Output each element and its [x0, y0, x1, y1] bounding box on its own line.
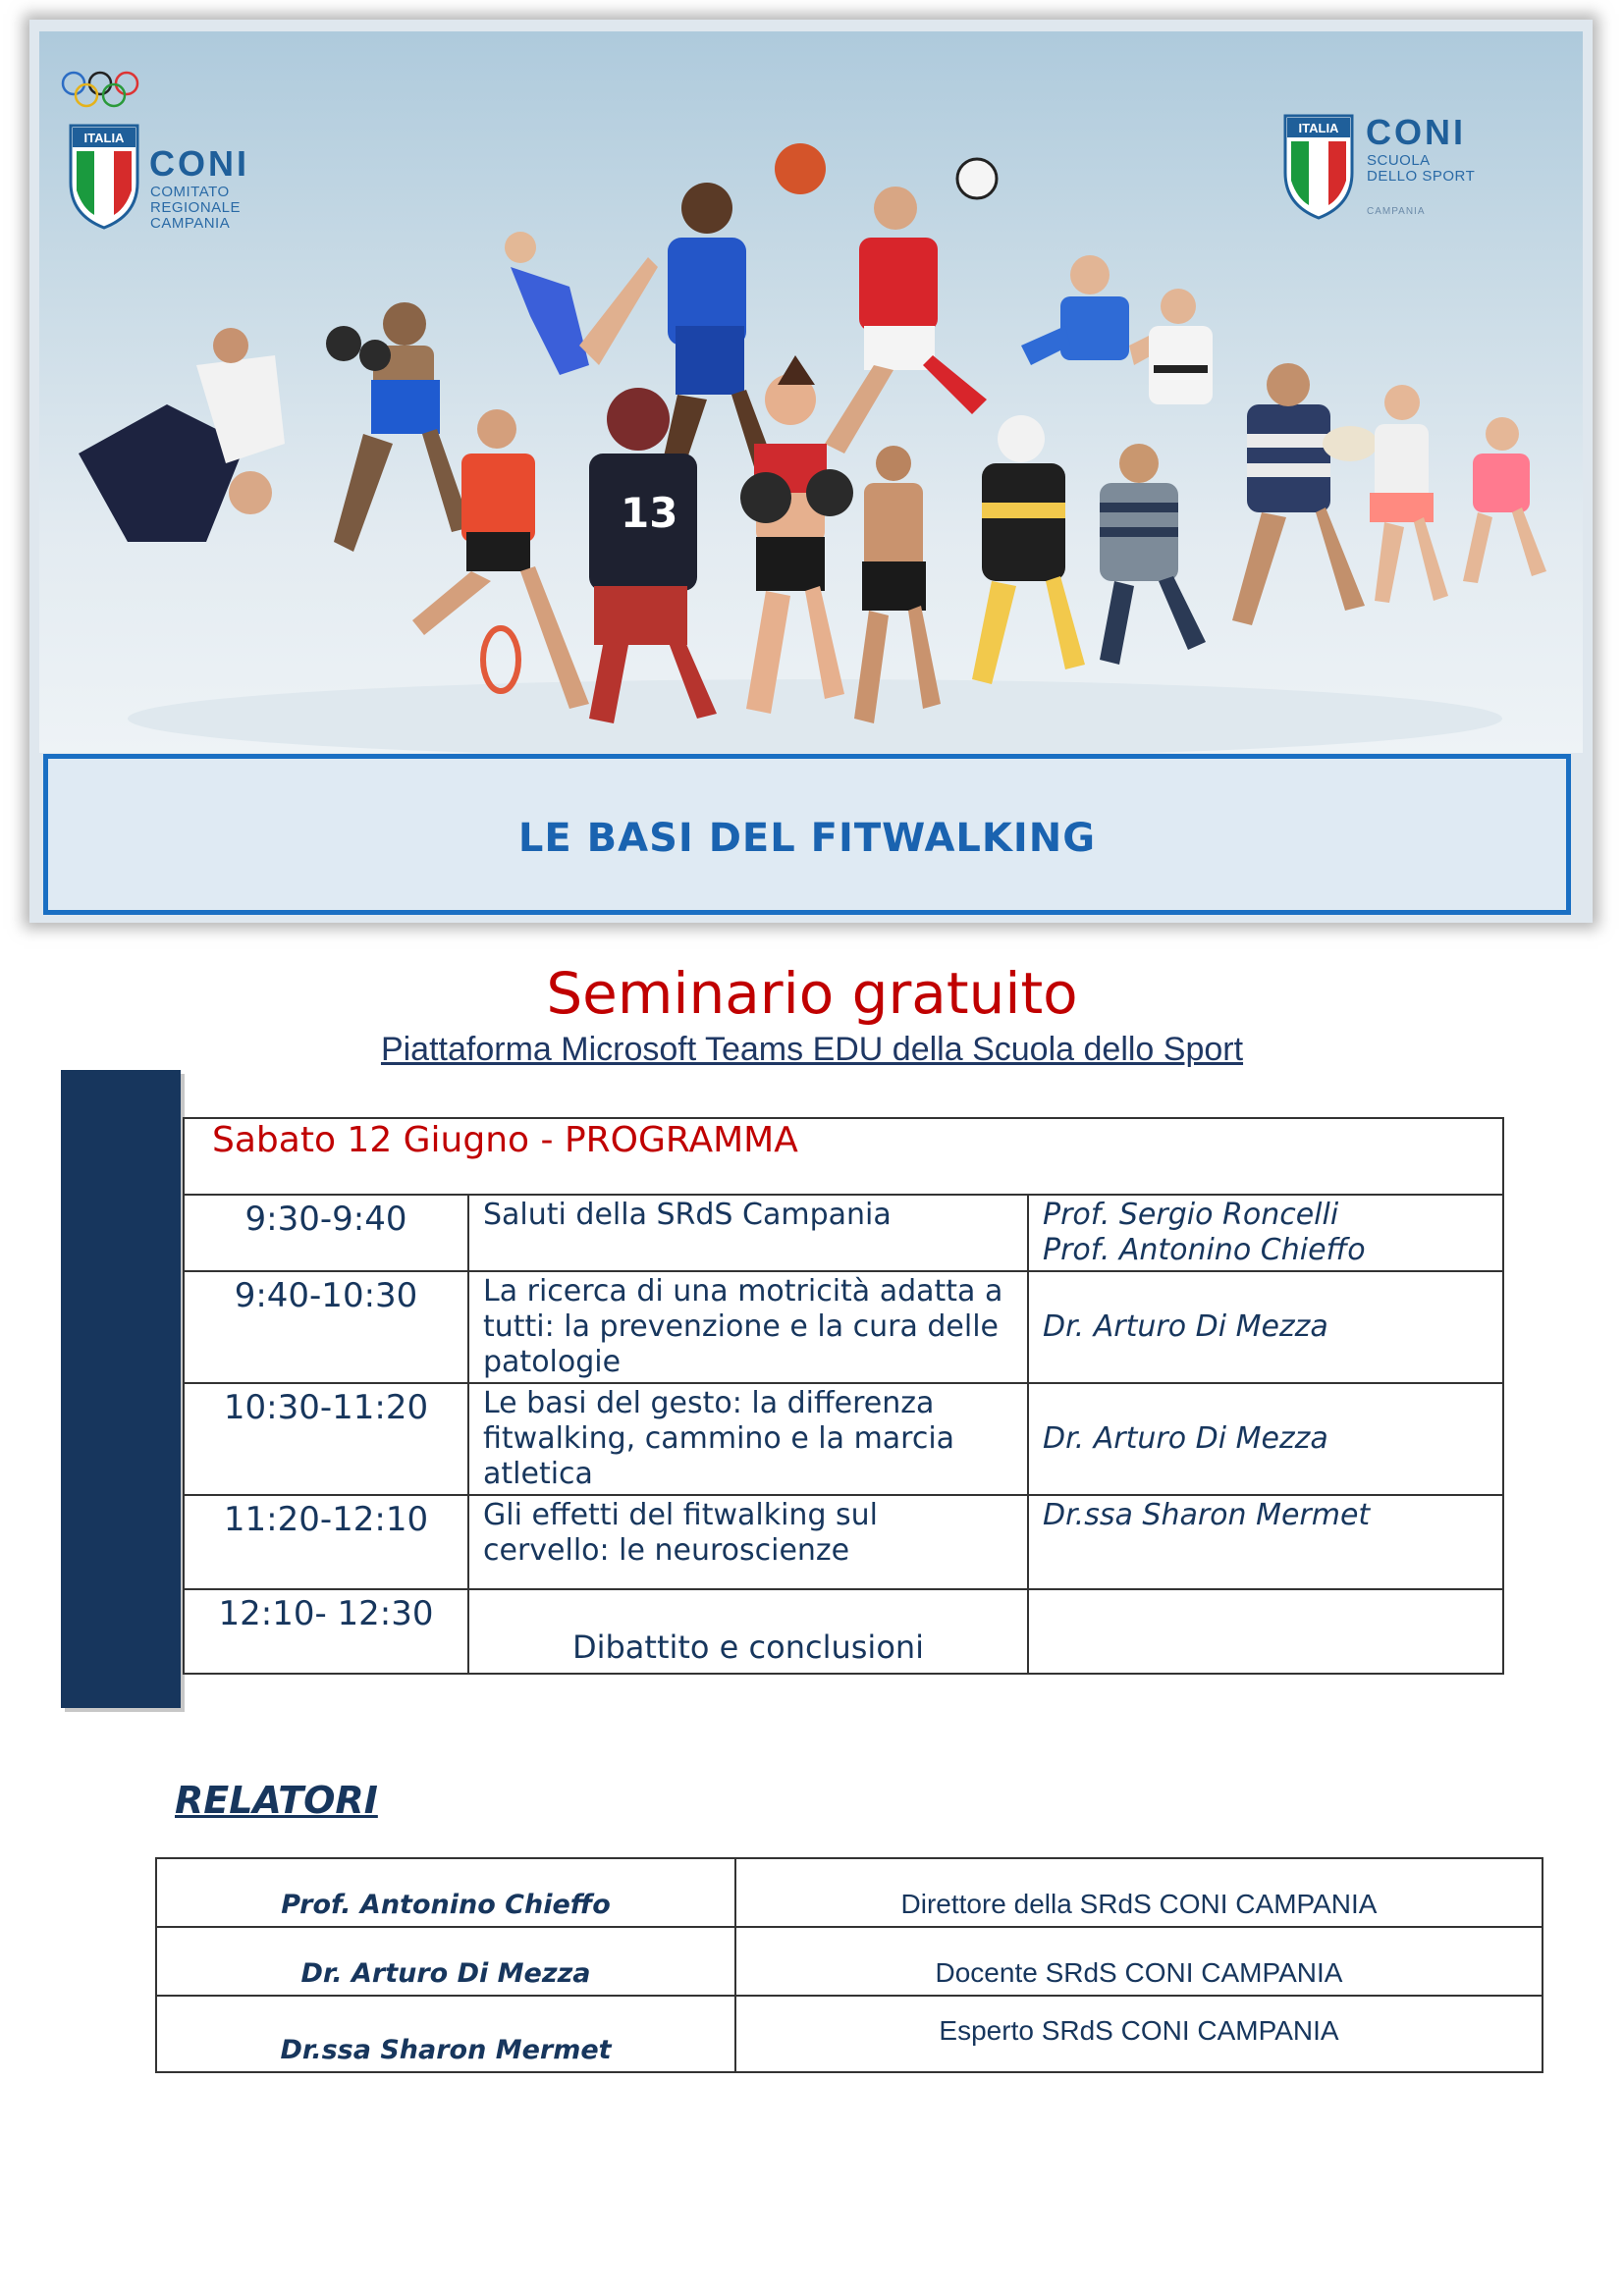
- coni-brand-text: CONI: [1366, 112, 1466, 152]
- speaker-role: Direttore della SRdS CONI CAMPANIA: [735, 1858, 1543, 1927]
- coni-subtitle-line2: REGIONALE: [150, 199, 242, 216]
- speaker-role: Esperto SRdS CONI CAMPANIA: [735, 1996, 1543, 2072]
- gymnast-figure: [505, 232, 658, 375]
- session-speaker-line2: Prof. Antonino Chieffo: [1043, 1233, 1366, 1267]
- jersey-number: 13: [621, 489, 678, 537]
- session-time: 9:40-10:30: [184, 1271, 468, 1383]
- coni-subtitle-line1: COMITATO: [150, 184, 230, 200]
- session-speaker: Dr. Arturo Di Mezza: [1028, 1383, 1503, 1495]
- speaker-name: Dr. Arturo Di Mezza: [156, 1927, 735, 1996]
- session-speaker: [1028, 1195, 1503, 1271]
- session-topic: Dibattito e conclusioni: [468, 1589, 1028, 1674]
- session-time: 11:20-12:10: [184, 1495, 468, 1589]
- rugby-player-striped-figure: [1100, 444, 1206, 665]
- speakers-heading: RELATORI: [175, 1779, 378, 1822]
- sports-collage-image: [39, 31, 1583, 753]
- table-row: [156, 1927, 1543, 1996]
- decorative-sidebar-bar: [61, 1070, 181, 1708]
- american-football-player-figure: [589, 388, 717, 723]
- header-banner: [29, 20, 1593, 923]
- coni-scuola-sport-logo: [1281, 112, 1507, 259]
- italia-shield-icon: [1281, 112, 1356, 220]
- table-row: [184, 1195, 1503, 1271]
- session-speaker-line1: Prof. Sergio Roncelli: [1043, 1198, 1339, 1232]
- scuola-subtitle-line1: SCUOLA: [1367, 152, 1431, 169]
- table-row: [156, 1996, 1543, 2072]
- speakers-table: [155, 1857, 1543, 2073]
- session-time: 12:10- 12:30: [184, 1589, 468, 1674]
- session-speaker: [1028, 1589, 1503, 1674]
- basketball-player-figure: [658, 143, 826, 488]
- table-row: [184, 1383, 1503, 1495]
- platform-link[interactable]: Piattaforma Microsoft Teams EDU della Scuola dello Sport: [380, 1031, 1244, 1068]
- shield-country-text: ITALIA: [1298, 121, 1339, 135]
- session-topic: Le basi del gesto: la differenza fitwalking, cammino e la marcia atletica: [468, 1383, 1028, 1495]
- session-topic: Saluti della SRdS Campania: [468, 1195, 1028, 1271]
- table-row: [184, 1495, 1503, 1589]
- table-row: [184, 1589, 1503, 1674]
- speaker-name: Dr.ssa Sharon Mermet: [156, 1996, 735, 2072]
- table-row: [156, 1858, 1543, 1927]
- coni-brand-text: CONI: [149, 143, 249, 184]
- event-title-box: [43, 754, 1571, 915]
- tennis-player-figure: [1370, 385, 1546, 603]
- speaker-name: Prof. Antonino Chieffo: [156, 1858, 735, 1927]
- seminar-heading: Seminario gratuito: [546, 960, 1078, 1027]
- session-speaker: Dr. Arturo Di Mezza: [1028, 1271, 1503, 1383]
- program-header: Sabato 12 Giugno - PROGRAMMA: [184, 1118, 1503, 1195]
- event-title: LE BASI DEL FITWALKING: [517, 816, 1097, 861]
- session-topic: La ricerca di una motricità adatta a tutti: la prevenzione e la cura delle patologie: [468, 1271, 1028, 1383]
- soccer-player-figure: [825, 159, 997, 454]
- program-header-row: [184, 1118, 1503, 1195]
- karate-athlete-figure: [1149, 289, 1213, 404]
- scuola-subtitle-line2: DELLO SPORT: [1367, 168, 1476, 185]
- coni-subtitle-line3: CAMPANIA: [150, 215, 231, 232]
- session-time: 9:30-9:40: [184, 1195, 468, 1271]
- rugby-player-figure: [1232, 363, 1378, 625]
- coni-campania-logo: [59, 69, 295, 236]
- scuola-region-text: CAMPANIA: [1367, 206, 1426, 217]
- speaker-role: Docente SRdS CONI CAMPANIA: [735, 1927, 1543, 1996]
- session-time: 10:30-11:20: [184, 1383, 468, 1495]
- female-boxer-figure: [740, 355, 853, 714]
- hockey-player-figure: [972, 415, 1085, 684]
- table-row: [184, 1271, 1503, 1383]
- session-speaker: Dr.ssa Sharon Mermet: [1028, 1495, 1503, 1589]
- shield-country-text: ITALIA: [83, 131, 125, 145]
- italia-shield-icon: [67, 122, 141, 230]
- session-topic: Gli effetti del fitwalking sul cervello: le neuroscienze: [468, 1495, 1028, 1589]
- program-table: [183, 1117, 1504, 1675]
- boxer-figure: [326, 302, 471, 552]
- olympic-rings-icon: [59, 69, 147, 116]
- judo-athlete-figure: [79, 328, 285, 542]
